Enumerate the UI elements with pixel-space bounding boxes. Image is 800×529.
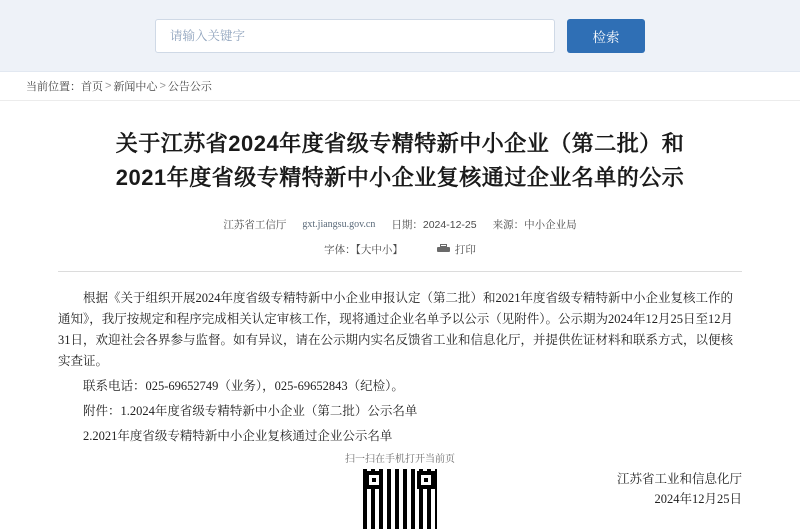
article-paragraph: 联系电话：025-69652749（业务），025-69652843（纪检）。 (83, 379, 404, 393)
breadcrumb (0, 72, 800, 101)
article-paragraph: 根据《关于组织开展2024年度省级专精特新中小企业申报认定（第二批）和2021年度省级专精特新中小企业复核工作的通知》，我厅按规定和程序完成相关认定审核工作，现将通过企业名单予以公示（见附件）。公示期为2024年12月25日至12月31日，欢迎社会各界参与监督。如有异议，请在公示期内实名反馈省工业和信息化厅，并提供佐证材料和联系方式，以便核实查证。 (58, 291, 734, 368)
meta-from-label: 来源： (492, 219, 525, 231)
search-wrap (155, 19, 645, 53)
meta-date-value: 2024-12-25 (422, 219, 477, 231)
font-size-label: 字体： (324, 244, 356, 256)
meta-site-url[interactable]: gxt.jiangsu.gov.cn (302, 219, 376, 230)
font-size-medium[interactable]: 中 (371, 244, 382, 256)
search-button[interactable]: 检索 (567, 19, 645, 53)
qr-caption: 扫一扫在手机打开当前页 (345, 454, 455, 465)
signature-org: 江苏省工业和信息化厅 (616, 472, 742, 486)
page-title (58, 101, 742, 199)
printer-icon (437, 244, 450, 255)
meta-date (391, 217, 476, 232)
signature-date: 2024年12月25日 (654, 492, 742, 506)
meta-date-label: 日期： (391, 219, 423, 231)
breadcrumb-item-news-center[interactable]: 新闻中心 (113, 81, 158, 93)
page-title-line-1: 关于江苏省2024年度省级专精特新中小企业（第二批）和 (115, 131, 685, 156)
meta-source-org: 江苏省工信厅 (223, 219, 287, 231)
page-title-line-2: 2021年度省级专精特新中小企业复核通过企业名单的公示 (115, 165, 685, 190)
article-body (58, 272, 742, 447)
qr-code-icon (363, 469, 437, 529)
article (0, 101, 800, 509)
article-attachment-2: 2.2021年度省级专精特新中小企业复核通过企业公示名单 (83, 429, 393, 443)
qr-area (0, 450, 800, 529)
breadcrumb-item-home[interactable]: 首页 (81, 81, 103, 93)
breadcrumb-separator: > (105, 80, 112, 92)
font-size-large[interactable]: 【大 (355, 244, 372, 256)
breadcrumb-item-announcements[interactable]: 公告公示 (167, 81, 212, 93)
search-input[interactable] (155, 19, 555, 53)
print-button[interactable] (437, 242, 476, 257)
breadcrumb-label: 当前位置： (26, 81, 81, 93)
meta-from (493, 217, 577, 232)
meta-from-value: 中小企业局 (524, 219, 577, 231)
font-size-small[interactable]: 小】 (381, 244, 403, 256)
font-size-controls (58, 232, 742, 267)
print-label: 打印 (454, 244, 476, 256)
qr-finder-top-left (365, 471, 383, 489)
breadcrumb-separator: > (159, 80, 166, 92)
article-meta (58, 199, 742, 232)
article-attachment-1: 附件：1.2024年度省级专精特新中小企业（第二批）公示名单 (83, 404, 418, 418)
search-bar (0, 0, 800, 72)
font-size-group (324, 242, 403, 257)
qr-finder-top-right (417, 471, 435, 489)
